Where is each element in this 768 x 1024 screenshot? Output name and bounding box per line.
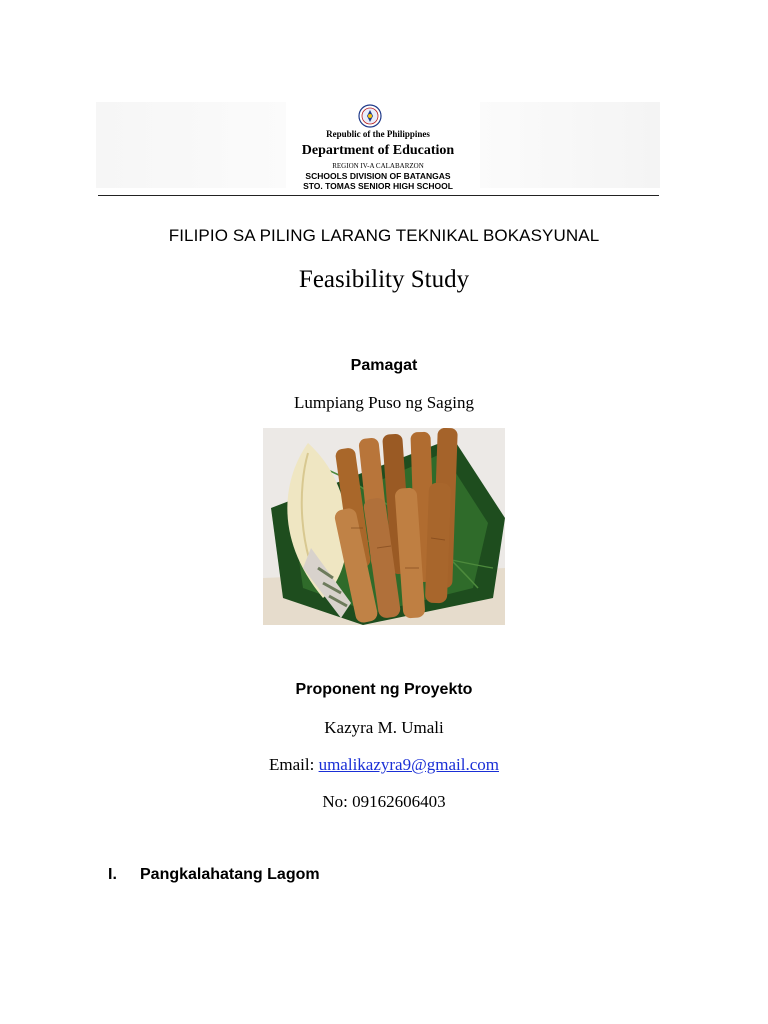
section-title: Pangkalahatang Lagom [140, 866, 320, 883]
letterhead-division: SCHOOLS DIVISION OF BATANGAS [305, 171, 451, 181]
subject-heading: FILIPIO SA PILING LARANG TEKNIKAL BOKASYUNAL [168, 226, 600, 245]
section-heading-i [108, 866, 320, 884]
email-label: Email: [269, 755, 319, 774]
letterhead-school: STO. TOMAS SENIOR HIGH SCHOOL [303, 181, 453, 191]
banana-heart-spring-rolls-photo [263, 428, 505, 625]
section-number: I. [108, 866, 117, 883]
proponent-email-line [0, 755, 768, 775]
document-title: Feasibility Study [298, 266, 470, 293]
letterhead [96, 96, 660, 194]
title-section-heading: Pamagat [350, 357, 418, 374]
proponent-phone: No: 09162606403 [322, 792, 446, 811]
proponent-heading: Proponent ng Proyekto [295, 681, 473, 698]
email-link[interactable]: umalikazyra9@gmail.com [318, 755, 499, 774]
letterhead-region: REGION IV-A CALABARZON [332, 162, 424, 170]
letterhead-divider [98, 195, 659, 196]
deped-seal-icon [358, 104, 382, 128]
letterhead-republic: Republic of the Philippines [326, 129, 430, 139]
proponent-name: Kazyra M. Umali [324, 718, 444, 737]
project-title: Lumpiang Puso ng Saging [294, 393, 474, 412]
letterhead-department: Department of Education [301, 143, 455, 158]
